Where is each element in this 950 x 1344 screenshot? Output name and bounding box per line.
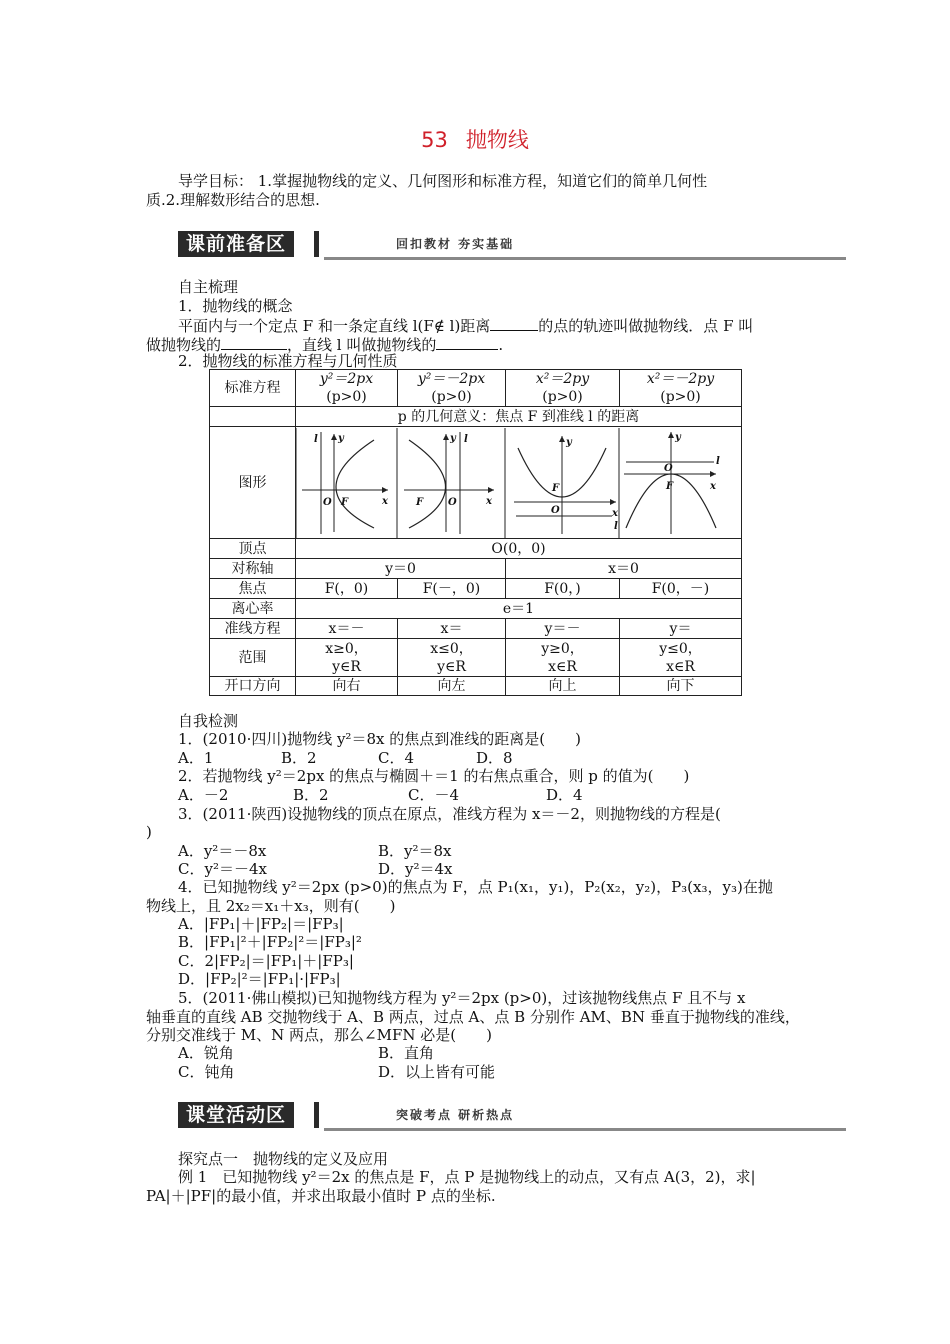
question-4: 4．已知抛物线 y²＝2px (p>0)的焦点为 F，点 P₁(x₁，y₁)，P₂(x₂，y₂)，P₃(x₃，y₃)在抛 bbox=[178, 878, 773, 896]
graph-label: x bbox=[612, 507, 618, 519]
banner-subtitle: 突破考点 研析热点 bbox=[396, 1108, 515, 1122]
table-row bbox=[210, 427, 742, 539]
graph-label: O bbox=[448, 496, 457, 508]
graph-opens-right bbox=[296, 428, 389, 538]
section-banner-class bbox=[178, 1102, 846, 1132]
graph-label: O bbox=[664, 462, 673, 474]
graph-label: F bbox=[416, 496, 424, 508]
opening-cell: 向上 bbox=[506, 677, 620, 696]
option: B．|FP₁|²＋|FP₂|²＝|FP₃|² bbox=[178, 933, 362, 951]
equation-cell bbox=[620, 370, 742, 407]
fill-blank bbox=[490, 316, 538, 331]
graph-label: x bbox=[486, 495, 492, 507]
banner-tag: 课前准备区 bbox=[178, 231, 294, 257]
table-row bbox=[210, 407, 742, 427]
option: B．2 bbox=[293, 786, 329, 804]
table-row bbox=[210, 579, 742, 599]
section-heading: 自主梳理 bbox=[178, 278, 239, 296]
example-1: 例 1 已知抛物线 y²＝2x 的焦点是 F，点 P 是抛物线上的动点，又有点 A(3，2)，求| bbox=[178, 1168, 756, 1186]
title-number: 53 bbox=[421, 128, 448, 152]
table-row bbox=[210, 539, 742, 559]
opening-cell: 向右 bbox=[296, 677, 398, 696]
option: C．钝角 bbox=[178, 1063, 235, 1081]
range-value: x≤0， bbox=[430, 640, 473, 657]
parabola-graphs bbox=[296, 428, 740, 538]
option: C．－4 bbox=[408, 786, 460, 804]
option: A．1 bbox=[178, 749, 214, 767]
graph-label: F bbox=[341, 496, 349, 508]
parabola-properties-table bbox=[209, 369, 742, 696]
question-5: 5．(2011·佛山模拟)已知抛物线方程为 y²＝2px (p>0)，过该抛物线焦点 F 且不与 x bbox=[178, 989, 746, 1007]
equation: x²＝2py bbox=[535, 371, 590, 387]
goal-line-1: 导学目标： 1.掌握抛物线的定义、几何图形和标准方程，知道它们的简单几何性 bbox=[178, 172, 708, 190]
row-label: 对称轴 bbox=[210, 559, 296, 579]
option: C．4 bbox=[378, 749, 415, 767]
section-heading: 探究点一 抛物线的定义及应用 bbox=[178, 1150, 389, 1168]
range-cell bbox=[506, 639, 620, 677]
graph-label: O bbox=[551, 504, 560, 516]
row-label-empty bbox=[210, 407, 296, 427]
table-row bbox=[210, 370, 742, 407]
directrix-cell: x＝ bbox=[398, 619, 506, 639]
question-5-cont: 分别交准线于 M、N 两点，那么∠MFN 必是( ) bbox=[146, 1026, 492, 1044]
definition-text: 的点的轨迹叫做抛物线．点 F 叫 bbox=[538, 317, 754, 335]
question-3: 3．(2011·陕西)设抛物线的顶点在原点，准线方程为 x＝－2，则抛物线的方程是( bbox=[178, 805, 721, 823]
range-value: y≥0， bbox=[541, 640, 584, 657]
graph-label: l bbox=[464, 433, 468, 445]
equation-cell bbox=[506, 370, 620, 407]
condition: (p>0) bbox=[431, 389, 472, 405]
row-label: 标准方程 bbox=[210, 370, 296, 407]
range-cell bbox=[398, 639, 506, 677]
question-2: 2．若抛物线 y²＝2px 的焦点与椭圆＋＝1 的右焦点重合，则 p 的值为( ) bbox=[178, 767, 690, 785]
row-label: 图形 bbox=[210, 427, 296, 539]
banner-bar bbox=[314, 1102, 319, 1128]
range-cell bbox=[620, 639, 742, 677]
range-value: y∈R bbox=[332, 658, 361, 675]
fill-blank bbox=[221, 335, 287, 350]
item-heading: 2．抛物线的标准方程与几何性质 bbox=[178, 352, 398, 370]
condition: (p>0) bbox=[326, 389, 367, 405]
directrix-cell: y＝－ bbox=[506, 619, 620, 639]
graph-label: F bbox=[552, 482, 560, 494]
p-meaning: p 的几何意义：焦点 F 到准线 l 的距离 bbox=[296, 407, 742, 427]
option: D．|FP₂|²＝|FP₁|·|FP₃| bbox=[178, 970, 341, 988]
definition-text: ，直线 l 叫做抛物线的 bbox=[287, 336, 437, 354]
graphs-cell bbox=[296, 427, 742, 539]
directrix-cell: x＝－ bbox=[296, 619, 398, 639]
graph-label: y bbox=[338, 432, 344, 444]
graph-label: y bbox=[566, 436, 572, 448]
equation-cell bbox=[398, 370, 506, 407]
table-row bbox=[210, 677, 742, 696]
table-row bbox=[210, 559, 742, 579]
definition-line-1 bbox=[178, 316, 753, 336]
range-cell bbox=[296, 639, 398, 677]
graph-opens-left bbox=[397, 428, 494, 538]
range-value: x≥0， bbox=[325, 640, 368, 657]
table-row bbox=[210, 599, 742, 619]
condition: (p>0) bbox=[542, 389, 583, 405]
graph-label: l bbox=[716, 455, 720, 467]
option: C．y²＝－4x bbox=[178, 860, 267, 878]
item-heading: 1．抛物线的概念 bbox=[178, 297, 293, 315]
definition-text: . bbox=[498, 336, 504, 354]
graph-opens-down bbox=[619, 428, 720, 538]
row-label: 焦点 bbox=[210, 579, 296, 599]
section-banner-prep bbox=[178, 231, 846, 261]
option: D．4 bbox=[546, 786, 583, 804]
equation: y²＝2px bbox=[319, 371, 374, 387]
row-label: 开口方向 bbox=[210, 677, 296, 696]
graph-label: y bbox=[450, 432, 456, 444]
focus-cell: F(－，0) bbox=[398, 579, 506, 599]
directrix-cell: y＝ bbox=[620, 619, 742, 639]
range-value: y≤0， bbox=[659, 640, 702, 657]
example-1-cont: PA|＋|PF|的最小值，并求出取最小值时 P 点的坐标. bbox=[146, 1187, 496, 1205]
banner-subtitle: 回扣教材 夯实基础 bbox=[396, 237, 515, 251]
banner-rule bbox=[324, 1128, 846, 1131]
goal-line-2: 质.2.理解数形结合的思想. bbox=[146, 191, 320, 209]
question-3-cont: ) bbox=[146, 823, 152, 841]
fill-blank bbox=[436, 335, 498, 350]
option: A．y²＝－8x bbox=[178, 842, 267, 860]
range-value: x∈R bbox=[548, 658, 577, 675]
graph-label: x bbox=[710, 480, 716, 492]
equation-cell bbox=[296, 370, 398, 407]
banner-rule bbox=[324, 257, 846, 260]
question-1: 1．(2010·四川)抛物线 y²＝8x 的焦点到准线的距离是( ) bbox=[178, 730, 581, 748]
graph-label: l bbox=[314, 433, 318, 445]
graph-label: x bbox=[382, 495, 388, 507]
option: A．－2 bbox=[178, 786, 229, 804]
opening-cell: 向左 bbox=[398, 677, 506, 696]
table-row bbox=[210, 639, 742, 677]
opening-cell: 向下 bbox=[620, 677, 742, 696]
banner-tag: 课堂活动区 bbox=[178, 1102, 294, 1128]
row-label: 顶点 bbox=[210, 539, 296, 559]
row-label: 离心率 bbox=[210, 599, 296, 619]
range-value: y∈R bbox=[437, 658, 466, 675]
section-heading: 自我检测 bbox=[178, 712, 239, 730]
row-label: 范围 bbox=[210, 639, 296, 677]
definition-text: 做抛物线的 bbox=[146, 336, 222, 354]
range-value: x∈R bbox=[666, 658, 695, 675]
title-text: 抛物线 bbox=[465, 128, 529, 152]
eccentricity-cell: e＝1 bbox=[296, 599, 742, 619]
option: B．2 bbox=[281, 749, 317, 767]
focus-cell: F(0，－) bbox=[620, 579, 742, 599]
graph-label: F bbox=[666, 480, 674, 492]
option: A．|FP₁|＋|FP₂|＝|FP₃| bbox=[178, 915, 344, 933]
graph-label: y bbox=[675, 431, 681, 443]
graph-opens-up bbox=[505, 428, 619, 538]
option: D．y²＝4x bbox=[378, 860, 453, 878]
condition: (p>0) bbox=[660, 389, 701, 405]
equation: y²＝－2px bbox=[417, 371, 486, 387]
equation: x²＝－2py bbox=[646, 371, 715, 387]
focus-cell: F(0，) bbox=[506, 579, 620, 599]
axis-cell: x＝0 bbox=[506, 559, 742, 579]
page-title bbox=[0, 124, 950, 154]
question-5-cont: 轴垂直的直线 AB 交抛物线于 A、B 两点，过点 A、点 B 分别作 AM、BN 垂直于抛物线的准线， bbox=[146, 1008, 800, 1026]
focus-cell: F(，0) bbox=[296, 579, 398, 599]
option: D．8 bbox=[476, 749, 513, 767]
row-label: 准线方程 bbox=[210, 619, 296, 639]
option: B．直角 bbox=[378, 1044, 435, 1062]
vertex-cell: O(0，0) bbox=[296, 539, 742, 559]
table-row bbox=[210, 619, 742, 639]
definition-text: 平面内与一个定点 F 和一条定直线 l(F∉ l)距离 bbox=[178, 317, 491, 335]
graph-label: O bbox=[323, 496, 332, 508]
option: D．以上皆有可能 bbox=[378, 1063, 496, 1081]
graph-label: l bbox=[614, 520, 618, 532]
axis-cell: y＝0 bbox=[296, 559, 506, 579]
option: B．y²＝8x bbox=[378, 842, 452, 860]
question-4-cont: 物线上，且 2x₂＝x₁＋x₃，则有( ) bbox=[146, 897, 396, 915]
option: C．2|FP₂|＝|FP₁|＋|FP₃| bbox=[178, 952, 354, 970]
banner-bar bbox=[314, 231, 319, 257]
option: A．锐角 bbox=[178, 1044, 234, 1062]
